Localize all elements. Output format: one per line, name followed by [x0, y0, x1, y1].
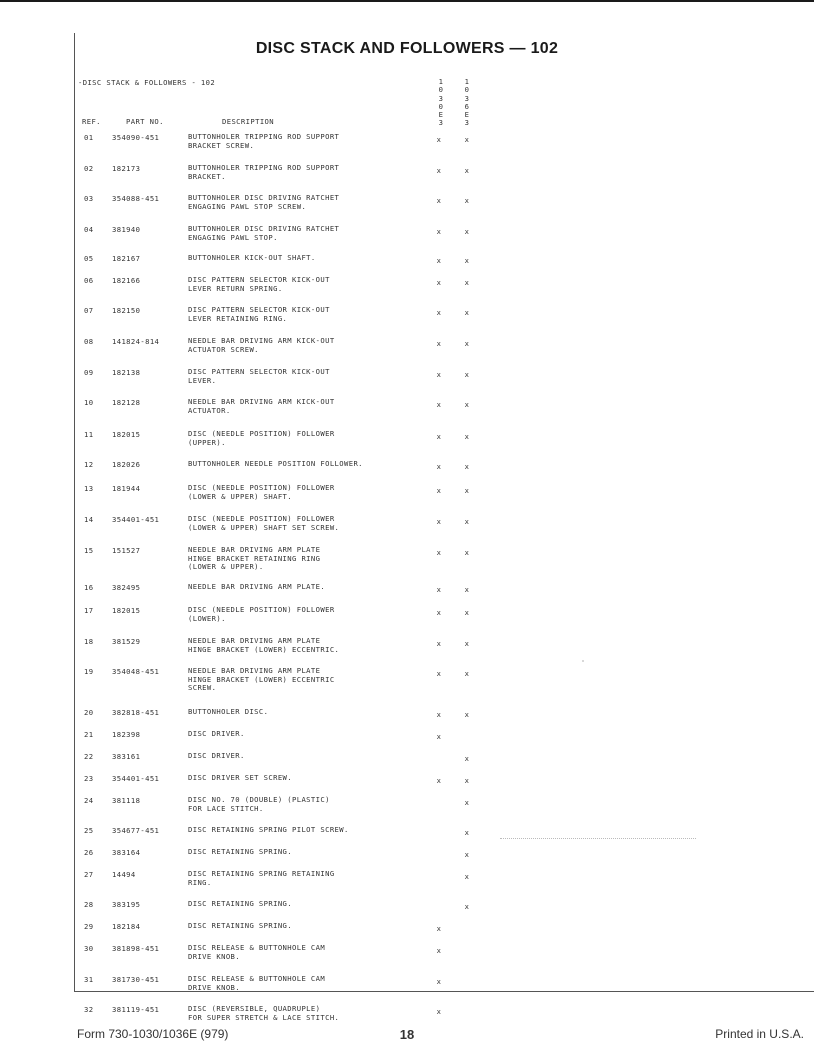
model-header-char: 0 — [464, 85, 470, 95]
model-1036-mark: x — [464, 227, 470, 236]
ref-number: 01 — [84, 133, 94, 142]
description-line: NEEDLE BAR DRIVING ARM KICK-OUT — [188, 336, 335, 345]
description-line: BUTTONHOLER TRIPPING ROD SUPPORT — [188, 163, 340, 172]
description-line: DISC RETAINING SPRING RETAINING — [188, 869, 335, 878]
description-line: DISC (NEEDLE POSITION) FOLLOWER — [188, 429, 335, 438]
model-1036-mark: x — [464, 166, 470, 175]
description-line: BUTTONHOLER DISC. — [188, 707, 269, 716]
printed-location: Printed in U.S.A. — [715, 1027, 804, 1041]
model-header-char: 6 — [464, 101, 470, 111]
description-line: LEVER RETAINING RING. — [188, 313, 288, 323]
description-line: DISC PATTERN SELECTOR KICK-OUT — [188, 275, 330, 284]
part-description — [188, 752, 245, 761]
ref-number: 12 — [84, 460, 94, 469]
column-header-part: PART NO. — [126, 117, 164, 126]
part-number: 381730-451 — [112, 975, 160, 984]
model-1030-mark: x — [436, 946, 442, 955]
page-title: DISC STACK AND FOLLOWERS — 102 — [255, 40, 559, 57]
part-description — [188, 546, 320, 572]
model-1036-mark: x — [464, 370, 470, 379]
description-line: ENGAGING PAWL STOP SCREW. — [188, 201, 307, 211]
part-description — [188, 730, 245, 739]
ref-number: 25 — [84, 826, 94, 835]
model-1030-mark: x — [436, 166, 442, 175]
part-number: 381529 — [112, 637, 141, 646]
part-description — [188, 254, 316, 263]
ref-number: 03 — [84, 194, 94, 203]
model-1036-mark: x — [464, 902, 470, 911]
part-description — [188, 870, 335, 887]
ref-number: 11 — [84, 430, 94, 439]
part-number: 182128 — [112, 398, 141, 407]
description-line: SCREW. — [188, 683, 217, 693]
model-1030-mark: x — [436, 370, 442, 379]
description-line: DISC RETAINING SPRING. — [188, 899, 292, 908]
ref-number: 21 — [84, 730, 94, 739]
part-number: 354401-451 — [112, 515, 160, 524]
model-1036-mark: x — [464, 850, 470, 859]
model-1036-mark: x — [464, 432, 470, 441]
part-number: 381898-451 — [112, 944, 160, 953]
part-number: 182015 — [112, 606, 141, 615]
model-1030-mark: x — [436, 669, 442, 678]
part-description — [188, 276, 330, 293]
part-number: 14494 — [112, 870, 136, 879]
model-1030-mark: x — [436, 486, 442, 495]
part-number: 151527 — [112, 546, 141, 555]
ref-number: 16 — [84, 583, 94, 592]
description-line: NEEDLE BAR DRIVING ARM PLATE — [188, 636, 321, 645]
description-line: BUTTONHOLER DISC DRIVING RATCHET — [188, 224, 340, 233]
part-number: 354090-451 — [112, 133, 160, 142]
part-description — [188, 796, 330, 813]
column-header-ref: REF. — [82, 117, 101, 126]
model-1036-mark: x — [464, 517, 470, 526]
part-number: 182138 — [112, 368, 141, 377]
ref-number: 02 — [84, 164, 94, 173]
model-1030-mark: x — [436, 227, 442, 236]
form-number: Form 730-1030/1036E (979) — [77, 1027, 229, 1041]
part-number: 181944 — [112, 484, 141, 493]
model-1030-mark: x — [436, 432, 442, 441]
part-number: 182026 — [112, 460, 141, 469]
part-description — [188, 368, 330, 385]
description-line: DISC (NEEDLE POSITION) FOLLOWER — [188, 483, 335, 492]
model-1030-mark: x — [436, 639, 442, 648]
model-1030-mark: x — [436, 924, 442, 933]
description-line: DISC PATTERN SELECTOR KICK-OUT — [188, 367, 330, 376]
description-line: NEEDLE BAR DRIVING ARM KICK-OUT — [188, 397, 335, 406]
description-line: ENGAGING PAWL STOP. — [188, 232, 278, 242]
model-header-char: 0 — [438, 85, 444, 95]
part-number: 383195 — [112, 900, 141, 909]
model-1036-mark: x — [464, 486, 470, 495]
description-line: LEVER. — [188, 375, 217, 385]
part-description — [188, 900, 292, 909]
part-description — [188, 975, 325, 992]
description-line: DISC RETAINING SPRING PILOT SCREW. — [188, 825, 349, 834]
model-1030-mark: x — [436, 308, 442, 317]
model-1036-mark: x — [464, 308, 470, 317]
description-line: ACTUATOR SCREW. — [188, 344, 259, 354]
model-1030-mark: x — [436, 339, 442, 348]
ref-number: 18 — [84, 637, 94, 646]
part-number: 182166 — [112, 276, 141, 285]
part-number: 381118 — [112, 796, 141, 805]
description-line: NEEDLE BAR DRIVING ARM PLATE — [188, 545, 321, 554]
model-1030-mark: x — [436, 278, 442, 287]
part-description — [188, 1005, 339, 1022]
model-1030-mark: x — [436, 196, 442, 205]
model-header-char: E 3 — [438, 110, 444, 128]
part-description — [188, 337, 335, 354]
model-1030-mark: x — [436, 517, 442, 526]
model-1036-mark: x — [464, 669, 470, 678]
part-description — [188, 708, 268, 717]
column-header-description: DESCRIPTION — [222, 117, 274, 126]
description-line: (LOWER & UPPER). — [188, 562, 264, 572]
description-line: LEVER RETURN SPRING. — [188, 283, 283, 293]
model-1036-mark: x — [464, 135, 470, 144]
model-1030-mark: x — [436, 776, 442, 785]
part-number: 382818-451 — [112, 708, 160, 717]
ref-number: 20 — [84, 708, 94, 717]
part-description — [188, 133, 339, 150]
part-number: 354401-451 — [112, 774, 160, 783]
description-line: DISC DRIVER SET SCREW. — [188, 773, 292, 782]
part-number: 141824-814 — [112, 337, 160, 346]
ref-number: 19 — [84, 667, 94, 676]
ref-number: 28 — [84, 900, 94, 909]
part-number: 182015 — [112, 430, 141, 439]
ref-number: 09 — [84, 368, 94, 377]
part-number: 182398 — [112, 730, 141, 739]
model-1036-mark: x — [464, 639, 470, 648]
ref-number: 27 — [84, 870, 94, 879]
description-line: BUTTONHOLER TRIPPING ROD SUPPORT — [188, 132, 340, 141]
part-description — [188, 484, 335, 501]
model-1030-mark: x — [436, 1007, 442, 1016]
description-line: DISC RETAINING SPRING. — [188, 921, 292, 930]
part-description — [188, 398, 335, 415]
ref-number: 13 — [84, 484, 94, 493]
ref-number: 22 — [84, 752, 94, 761]
ref-number: 05 — [84, 254, 94, 263]
description-line: BUTTONHOLER DISC DRIVING RATCHET — [188, 193, 340, 202]
model-header-char: 3 — [464, 93, 470, 103]
part-number: 354048-451 — [112, 667, 160, 676]
model-1036-mark: x — [464, 872, 470, 881]
model-1036-mark: x — [464, 278, 470, 287]
model-1036-mark: x — [464, 585, 470, 594]
model-1036-mark: x — [464, 828, 470, 837]
description-line: DISC RELEASE & BUTTONHOLE CAM — [188, 943, 326, 952]
part-description — [188, 848, 292, 857]
model-1030-mark: x — [436, 548, 442, 557]
ref-number: 14 — [84, 515, 94, 524]
ref-number: 04 — [84, 225, 94, 234]
model-1036-mark: x — [464, 776, 470, 785]
description-line: DISC DRIVER. — [188, 751, 245, 760]
model-1036-mark: x — [464, 462, 470, 471]
description-line: BUTTONHOLER NEEDLE POSITION FOLLOWER. — [188, 459, 363, 468]
ref-number: 29 — [84, 922, 94, 931]
model-1036-mark: x — [464, 710, 470, 719]
model-1036-mark: x — [464, 754, 470, 763]
description-line: NEEDLE BAR DRIVING ARM PLATE. — [188, 582, 326, 591]
part-number: 383164 — [112, 848, 141, 857]
part-description — [188, 667, 335, 693]
description-line: (LOWER & UPPER) SHAFT SET SCREW. — [188, 522, 340, 532]
part-description — [188, 225, 339, 242]
description-line: DISC NO. 70 (DOUBLE) (PLASTIC) — [188, 795, 330, 804]
model-1036-mark: x — [464, 608, 470, 617]
part-description — [188, 306, 330, 323]
model-header-char: 1 — [464, 77, 470, 86]
description-line: BUTTONHOLER KICK-OUT SHAFT. — [188, 253, 316, 262]
ref-number: 26 — [84, 848, 94, 857]
model-1036-mark: x — [464, 196, 470, 205]
part-number: 182167 — [112, 254, 141, 263]
ref-number: 24 — [84, 796, 94, 805]
ref-number: 10 — [84, 398, 94, 407]
part-description — [188, 606, 335, 623]
part-number: 382495 — [112, 583, 141, 592]
ref-number: 06 — [84, 276, 94, 285]
part-description — [188, 515, 339, 532]
part-description — [188, 460, 363, 469]
part-description — [188, 826, 349, 835]
model-1030-mark: x — [436, 732, 442, 741]
part-description — [188, 164, 339, 181]
description-line: DISC (NEEDLE POSITION) FOLLOWER — [188, 514, 335, 523]
part-description — [188, 922, 292, 931]
part-description — [188, 194, 339, 211]
description-line: FOR LACE STITCH. — [188, 803, 264, 813]
description-line: ACTUATOR. — [188, 405, 231, 415]
part-description — [188, 637, 339, 654]
part-number: 381940 — [112, 225, 141, 234]
model-1030-mark: x — [436, 256, 442, 265]
description-line: HINGE BRACKET (LOWER) ECCENTRIC — [188, 674, 335, 684]
scan-speck — [582, 660, 584, 662]
description-line: (LOWER). — [188, 613, 226, 623]
description-line: RING. — [188, 877, 212, 887]
description-line: (LOWER & UPPER) SHAFT. — [188, 491, 292, 501]
description-line: BRACKET SCREW. — [188, 140, 255, 150]
description-line: DISC (NEEDLE POSITION) FOLLOWER — [188, 605, 335, 614]
part-number: 381119-451 — [112, 1005, 160, 1014]
description-line: HINGE BRACKET RETAINING RING — [188, 553, 321, 563]
part-number: 383161 — [112, 752, 141, 761]
description-line: NEEDLE BAR DRIVING ARM PLATE — [188, 666, 321, 675]
ref-number: 32 — [84, 1005, 94, 1014]
ref-number: 07 — [84, 306, 94, 315]
ref-number: 15 — [84, 546, 94, 555]
part-number: 354088-451 — [112, 194, 160, 203]
ref-number: 30 — [84, 944, 94, 953]
ref-number: 31 — [84, 975, 94, 984]
model-1036-mark: x — [464, 339, 470, 348]
description-line: BRACKET. — [188, 171, 226, 181]
ref-number: 23 — [84, 774, 94, 783]
description-line: DISC (REVERSIBLE, QUADRUPLE) — [188, 1004, 321, 1013]
section-subtitle: -DISC STACK & FOLLOWERS - 102 — [78, 78, 216, 87]
description-line: HINGE BRACKET (LOWER) ECCENTRIC. — [188, 644, 340, 654]
model-header-char: 1 — [438, 77, 444, 86]
description-line: (UPPER). — [188, 437, 226, 447]
part-number: 182184 — [112, 922, 141, 931]
description-line: DISC PATTERN SELECTOR KICK-OUT — [188, 305, 330, 314]
description-line: FOR SUPER STRETCH & LACE STITCH. — [188, 1012, 340, 1022]
ref-number: 17 — [84, 606, 94, 615]
model-1036-mark: x — [464, 256, 470, 265]
model-header-char: 3 — [438, 93, 444, 103]
part-number: 182150 — [112, 306, 141, 315]
model-header-char: E 3 — [464, 110, 470, 128]
model-1030-mark: x — [436, 977, 442, 986]
model-1030-mark: x — [436, 710, 442, 719]
part-description — [188, 774, 292, 783]
description-line: DISC RETAINING SPRING. — [188, 847, 292, 856]
model-1030-mark: x — [436, 400, 442, 409]
description-line: DISC DRIVER. — [188, 729, 245, 738]
description-line: DRIVE KNOB. — [188, 951, 240, 961]
ref-number: 08 — [84, 337, 94, 346]
part-description — [188, 430, 335, 447]
model-header-char: 0 — [438, 101, 444, 111]
scan-mark-dotted-line — [500, 838, 696, 839]
model-1036-mark: x — [464, 400, 470, 409]
model-1030-mark: x — [436, 585, 442, 594]
model-1030-mark: x — [436, 608, 442, 617]
part-description — [188, 583, 325, 592]
page-number: 18 — [399, 1027, 415, 1042]
description-line: DISC RELEASE & BUTTONHOLE CAM — [188, 974, 326, 983]
part-number: 182173 — [112, 164, 141, 173]
model-1036-mark: x — [464, 798, 470, 807]
part-number: 354677-451 — [112, 826, 160, 835]
model-1030-mark: x — [436, 135, 442, 144]
part-description — [188, 944, 325, 961]
model-1030-mark: x — [436, 462, 442, 471]
model-1036-mark: x — [464, 548, 470, 557]
description-line: DRIVE KNOB. — [188, 982, 240, 992]
